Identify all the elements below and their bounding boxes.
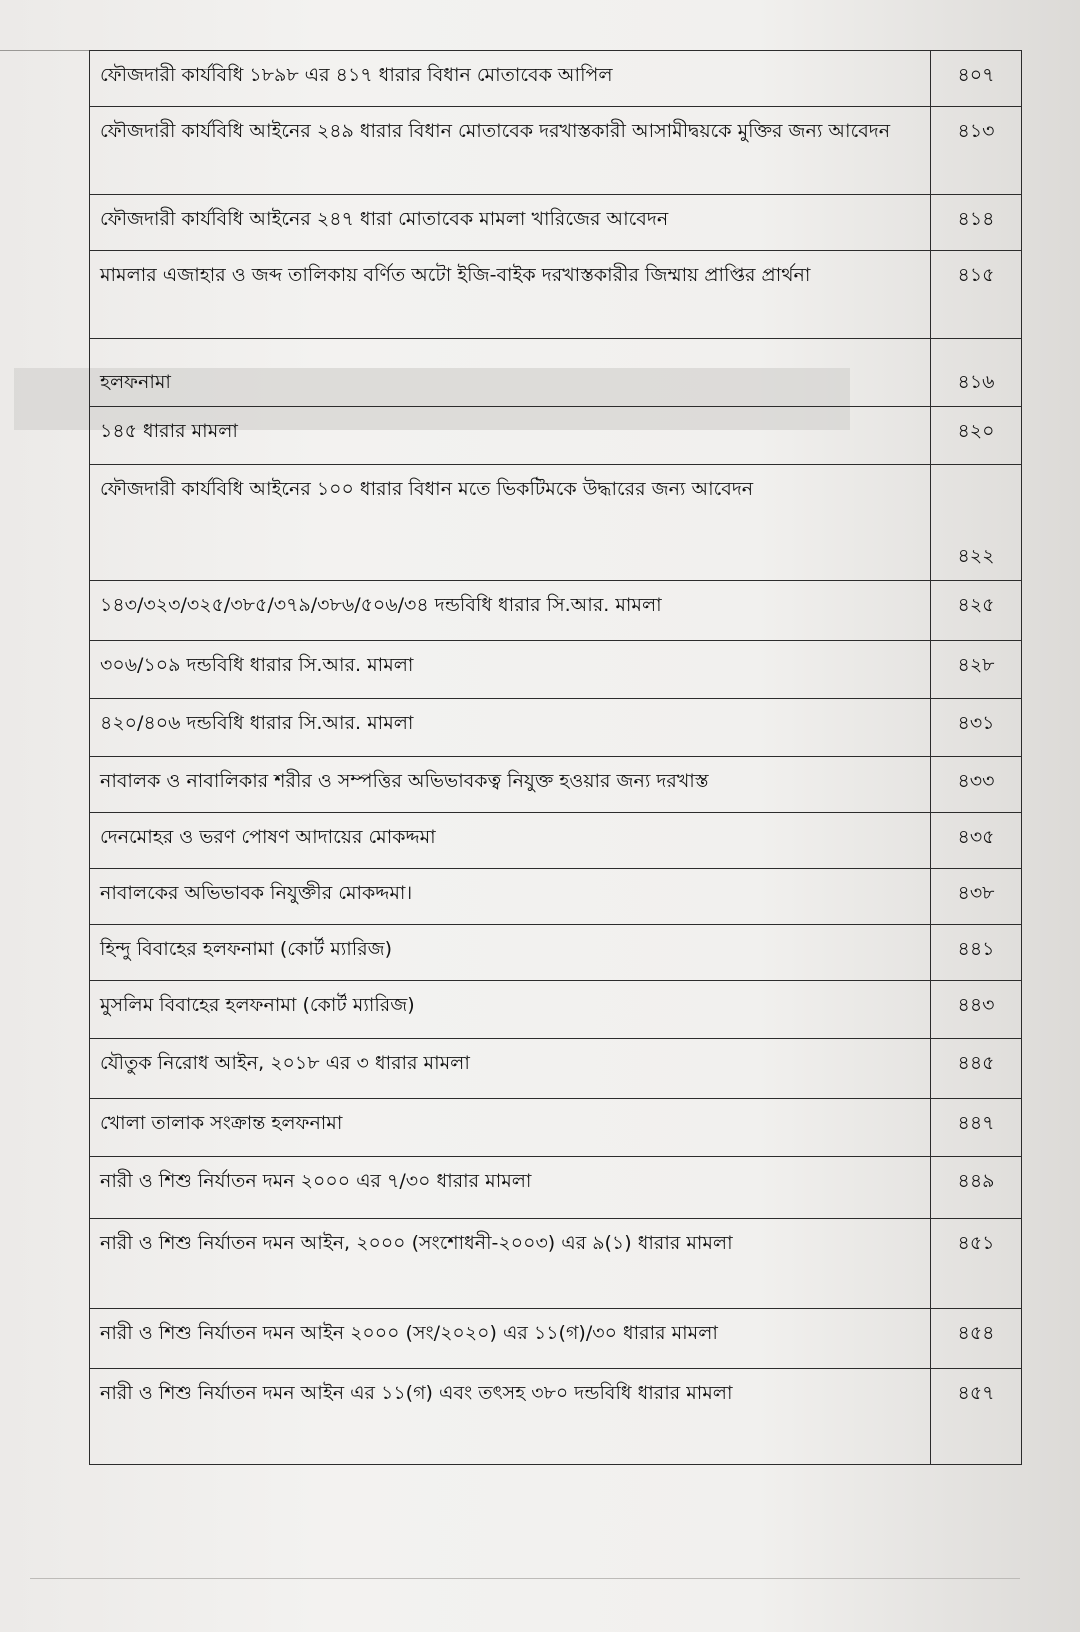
table-row — [90, 1369, 1022, 1465]
entry-title: খোলা তালাক সংক্রান্ত হলফনামা — [90, 1099, 931, 1157]
table-row — [90, 699, 1022, 757]
entry-title: নারী ও শিশু নির্যাতন দমন ২০০০ এর ৭/৩০ ধারার মামলা — [90, 1157, 931, 1219]
entry-title: ফৌজদারী কার্যবিধি ১৮৯৮ এর ৪১৭ ধারার বিধান মোতাবেক আপিল — [90, 51, 931, 107]
entry-page: ৪৪১ — [931, 925, 1022, 981]
table-row — [90, 251, 1022, 339]
entry-page: ৪৪৭ — [931, 1099, 1022, 1157]
entry-page: ৪৩৮ — [931, 869, 1022, 925]
table-row — [90, 1099, 1022, 1157]
entry-title: নাবালকের অভিভাবক নিযুক্তীর মোকদ্দমা। — [90, 869, 931, 925]
table-row — [90, 869, 1022, 925]
table-row — [90, 1309, 1022, 1369]
table-row — [90, 581, 1022, 641]
table-row — [90, 641, 1022, 699]
table-row — [90, 813, 1022, 869]
entry-title: মুসলিম বিবাহের হলফনামা (কোর্ট ম্যারিজ) — [90, 981, 931, 1039]
table-row — [90, 1219, 1022, 1309]
table-row — [90, 465, 1022, 581]
table-row — [90, 981, 1022, 1039]
entry-page: ৪৪৯ — [931, 1157, 1022, 1219]
entry-page: ৪৫১ — [931, 1219, 1022, 1309]
page-bottom-rule — [30, 1578, 1020, 1579]
entry-page: ৪১৫ — [931, 251, 1022, 339]
entry-page: ৪৪৩ — [931, 981, 1022, 1039]
entry-title: নারী ও শিশু নির্যাতন দমন আইন ২০০০ (সং/২০২০) এর ১১(গ)/৩০ ধারার মামলা — [90, 1309, 931, 1369]
entry-title: ৩০৬/১০৯ দন্ডবিধি ধারার সি.আর. মামলা — [90, 641, 931, 699]
contents-table — [89, 50, 1022, 1465]
table-row — [90, 195, 1022, 251]
entry-title: হলফনামা — [90, 339, 931, 407]
entry-title: মামলার এজাহার ও জব্দ তালিকায় বর্ণিত অটো ইজি-বাইক দরখাস্তকারীর জিম্মায় প্রাপ্তির প্রার্থনা — [90, 251, 931, 339]
table-row — [90, 51, 1022, 107]
entry-title: ফৌজদারী কার্যবিধি আইনের ২৪৯ ধারার বিধান মোতাবেক দরখাস্তকারী আসামীদ্বয়কে মুক্তির জন্য আবেদন — [90, 107, 931, 195]
entry-page: ৪২৫ — [931, 581, 1022, 641]
entry-page: ৪৫৪ — [931, 1309, 1022, 1369]
entry-title: ৪২০/৪০৬ দন্ডবিধি ধারার সি.আর. মামলা — [90, 699, 931, 757]
entry-title: হিন্দু বিবাহের হলফনামা (কোর্ট ম্যারিজ) — [90, 925, 931, 981]
table-row — [90, 1039, 1022, 1099]
entry-title: নাবালক ও নাবালিকার শরীর ও সম্পত্তির অভিভাবকত্ব নিযুক্ত হওয়ার জন্য দরখাস্ত — [90, 757, 931, 813]
entry-page: ৪২০ — [931, 407, 1022, 465]
entry-page: ৪৩৫ — [931, 813, 1022, 869]
entry-title: ১৪৫ ধারার মামলা — [90, 407, 931, 465]
entry-title: যৌতুক নিরোধ আইন, ২০১৮ এর ৩ ধারার মামলা — [90, 1039, 931, 1099]
entry-page: ৪১৩ — [931, 107, 1022, 195]
table-row — [90, 407, 1022, 465]
entry-title: ১৪৩/৩২৩/৩২৫/৩৮৫/৩৭৯/৩৮৬/৫০৬/৩৪ দন্ডবিধি ধারার সি.আর. মামলা — [90, 581, 931, 641]
table-row — [90, 107, 1022, 195]
table-row — [90, 339, 1022, 407]
entry-page: ৪৫৭ — [931, 1369, 1022, 1465]
entry-title: ফৌজদারী কার্যবিধি আইনের ১০০ ধারার বিধান মতে ভিকটিমকে উদ্ধারের জন্য আবেদন — [90, 465, 931, 581]
entry-page: ৪১৬ — [931, 339, 1022, 407]
left-margin-frame — [0, 50, 90, 1561]
entry-page: ৪০৭ — [931, 51, 1022, 107]
entry-page: ৪২৮ — [931, 641, 1022, 699]
entry-title: ফৌজদারী কার্যবিধি আইনের ২৪৭ ধারা মোতাবেক মামলা খারিজের আবেদন — [90, 195, 931, 251]
entry-page: ৪২২ — [931, 465, 1022, 581]
entry-page: ৪৪৫ — [931, 1039, 1022, 1099]
table-row — [90, 1157, 1022, 1219]
table-row — [90, 925, 1022, 981]
entry-title: নারী ও শিশু নির্যাতন দমন আইন, ২০০০ (সংশোধনী-২০০৩) এর ৯(১) ধারার মামলা — [90, 1219, 931, 1309]
entry-title: দেনমোহর ও ভরণ পোষণ আদায়ের মোকদ্দমা — [90, 813, 931, 869]
table-row — [90, 757, 1022, 813]
entry-page: ৪৩১ — [931, 699, 1022, 757]
entry-page: ৪৩৩ — [931, 757, 1022, 813]
entry-page: ৪১৪ — [931, 195, 1022, 251]
entry-title: নারী ও শিশু নির্যাতন দমন আইন এর ১১(গ) এবং তৎসহ ৩৮০ দন্ডবিধি ধারার মামলা — [90, 1369, 931, 1465]
